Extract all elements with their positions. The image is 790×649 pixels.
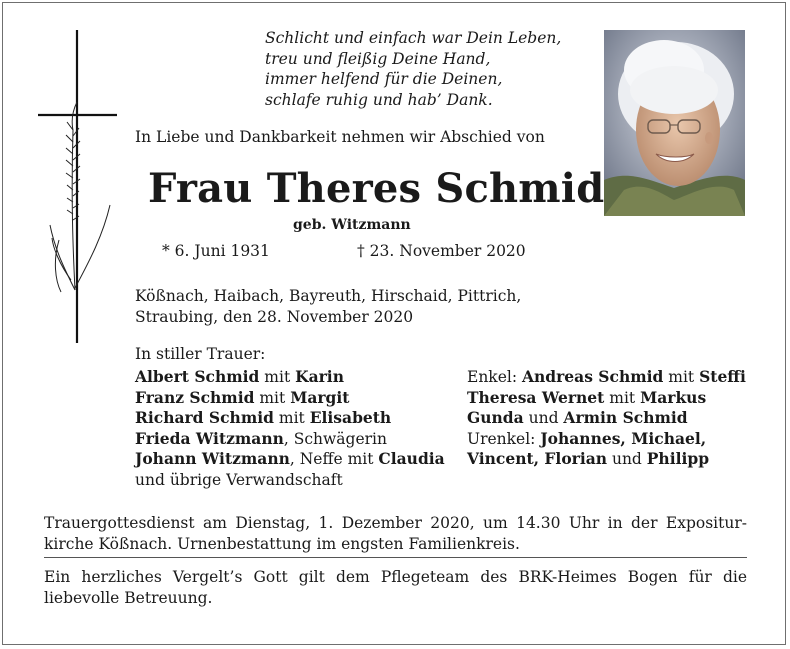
mourner-text: Urenkel: xyxy=(467,429,541,448)
mourner-name: Karin xyxy=(295,367,344,386)
mourner-line xyxy=(467,388,746,409)
poem-line: immer helfend für die Deinen, xyxy=(265,70,503,88)
mourner-name: Armin Schmid xyxy=(563,408,688,427)
mourner-line xyxy=(135,429,445,450)
birth-date: * 6. Juni 1931 xyxy=(162,242,270,260)
mourners-right-column xyxy=(467,367,746,470)
mourner-name: Theresa Wernet xyxy=(467,387,605,407)
poem-line: Schlicht und einfach war Dein Leben, xyxy=(265,29,562,47)
mourner-name: Steffi xyxy=(699,367,746,386)
mourner-text: , Neffe mit xyxy=(289,450,379,468)
mourner-name: Johann Witzmann xyxy=(135,449,290,468)
mourner-line xyxy=(467,367,746,388)
mourner-text: und xyxy=(523,409,564,427)
mourner-name: Claudia xyxy=(378,449,445,468)
place-line: Straubing, den 28. November 2020 xyxy=(135,307,414,326)
divider xyxy=(44,557,747,558)
mourner-text: mit xyxy=(273,409,310,427)
mourner-text: mit xyxy=(663,368,700,386)
mourner-name: Albert Schmid xyxy=(135,367,260,386)
mourner-text: mit xyxy=(604,388,641,407)
mourner-name: Johannes, Michael, xyxy=(540,428,707,448)
mourner-text: und xyxy=(607,450,647,468)
place-line: Kößnach, Haibach, Bayreuth, Hirschaid, Pittrich, xyxy=(135,287,522,305)
mourner-name: Markus xyxy=(640,387,707,407)
mourner-line xyxy=(135,449,445,470)
poem-line: treu und fleißig Deine Hand, xyxy=(265,49,491,68)
mourner-text: , Schwägerin xyxy=(283,429,387,448)
mourner-line xyxy=(135,408,445,429)
mourner-text: mit xyxy=(259,368,296,386)
mourner-line xyxy=(467,449,746,470)
mourner-text: mit xyxy=(254,388,291,407)
mourner-name: Elisabeth xyxy=(309,408,392,427)
intro-text: In Liebe und Dankbarkeit nehmen wir Abschied von xyxy=(135,128,545,146)
mourners-left-column xyxy=(135,367,445,490)
mourner-name: Philipp xyxy=(646,449,710,468)
mourning-label: In stiller Trauer: xyxy=(135,345,266,363)
place-and-date xyxy=(135,286,521,327)
mourner-line xyxy=(135,367,445,388)
mourner-name: Franz Schmid xyxy=(135,387,255,407)
memorial-poem xyxy=(265,28,561,110)
maiden-name: geb. Witzmann xyxy=(293,217,411,233)
portrait-photo xyxy=(604,30,745,216)
mourner-name: Andreas Schmid xyxy=(521,367,664,386)
death-date: † 23. November 2020 xyxy=(357,242,526,260)
mourner-name: Gunda xyxy=(467,408,524,427)
funeral-service-text: Trauergottesdienst am Dienstag, 1. Dezember 2020, um 14.30 Uhr in der Expositur-kirche Kößnach. Urnenbestattung im engsten Familienkreis. xyxy=(44,514,747,553)
mourner-line xyxy=(467,429,746,450)
mourner-name: Margit xyxy=(290,387,350,407)
poem-line: schlafe ruhig und hab’ Dank. xyxy=(265,90,493,109)
mourner-name: Vincent, Florian xyxy=(467,449,608,468)
mourner-line xyxy=(135,470,445,491)
mourner-name: Frieda Witzmann xyxy=(135,428,284,448)
mourner-text: Enkel: xyxy=(467,368,522,386)
thanks-text: Ein herzliches Vergelt’s Gott gilt dem Pflegeteam des BRK-Heimes Bogen für die liebevolle Betreuung. xyxy=(44,568,747,607)
cross-with-wheat-icon xyxy=(35,30,120,345)
mourner-line xyxy=(135,388,445,409)
deceased-name: Frau Theres Schmid xyxy=(148,165,605,212)
mourner-text: und übrige Verwandschaft xyxy=(135,470,343,489)
mourner-line xyxy=(467,408,746,429)
mourner-name: Richard Schmid xyxy=(135,408,274,427)
